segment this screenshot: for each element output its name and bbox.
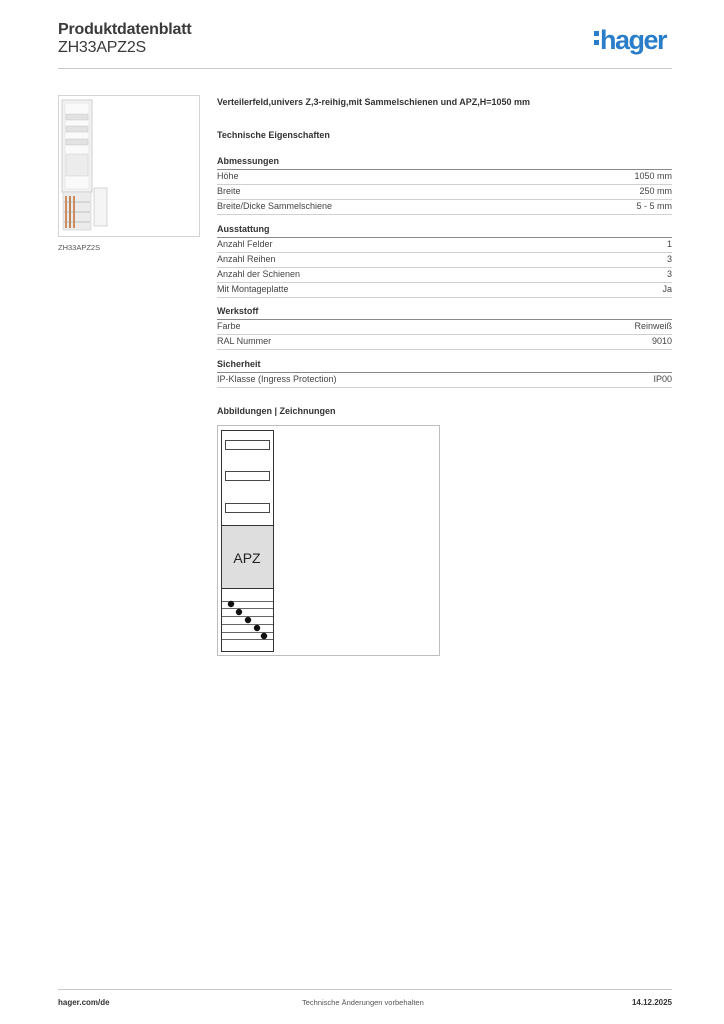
property-label: Breite	[217, 186, 241, 196]
terminal-dot	[228, 601, 234, 607]
group-material	[217, 306, 672, 350]
group-title: Ausstattung	[217, 224, 672, 238]
drawings-heading: Abbildungen | Zeichnungen	[217, 406, 336, 416]
group-title: Werkstoff	[217, 306, 672, 320]
property-value: IP00	[653, 374, 672, 384]
footer-website-link[interactable]: hager.com/de	[58, 998, 110, 1007]
property-value: 3	[666, 254, 672, 264]
logo-dots-icon	[594, 31, 599, 49]
apz-label: APZ	[233, 550, 261, 566]
property-row	[217, 373, 672, 388]
property-value: 250 mm	[639, 186, 672, 196]
property-row	[217, 268, 672, 283]
footer-note: Technische Änderungen vorbehalten	[302, 998, 424, 1007]
group-safety	[217, 359, 672, 388]
terminal-dot	[261, 633, 267, 639]
property-value: Reinweiß	[634, 321, 672, 331]
property-label: Höhe	[217, 171, 239, 181]
property-label: Anzahl der Schienen	[217, 269, 301, 279]
slot-3	[226, 504, 270, 513]
property-value: Ja	[662, 284, 672, 294]
property-label: Anzahl Felder	[217, 239, 273, 249]
property-label: Anzahl Reihen	[217, 254, 276, 264]
terminal-dot	[245, 617, 251, 623]
header-divider	[58, 68, 672, 69]
hager-logo	[594, 25, 666, 55]
product-description: Verteilerfeld,univers Z,3-reihig,mit Sammelschienen und APZ,H=1050 mm	[217, 97, 531, 107]
property-value: 9010	[651, 336, 672, 346]
group-equipment	[217, 224, 672, 298]
property-value: 5 - 5 mm	[636, 201, 672, 211]
property-value: 3	[666, 269, 672, 279]
terminal-dot	[236, 609, 242, 615]
property-label: Mit Montageplatte	[217, 284, 289, 294]
technical-drawing	[217, 425, 440, 656]
property-label: RAL Nummer	[217, 336, 272, 346]
property-value: 1050 mm	[634, 171, 672, 181]
logo-text: hager	[600, 25, 667, 55]
property-value: 1	[666, 239, 672, 249]
property-row	[217, 170, 672, 185]
page-title: Produktdatenblatt	[58, 21, 192, 38]
article-number: ZH33APZ2S	[58, 39, 147, 56]
property-label: Breite/Dicke Sammelschiene	[217, 201, 333, 211]
slot-2	[226, 472, 270, 481]
slot-1	[226, 441, 270, 450]
property-row	[217, 253, 672, 268]
property-row	[217, 320, 672, 335]
group-dimensions	[217, 156, 672, 215]
property-label: IP-Klasse (Ingress Protection)	[217, 374, 337, 384]
group-title: Sicherheit	[217, 359, 672, 373]
panel-schematic	[218, 426, 439, 655]
group-title: Abmessungen	[217, 156, 672, 170]
image-caption: ZH33APZ2S	[58, 243, 101, 252]
footer-divider	[58, 989, 672, 990]
property-row	[217, 200, 672, 215]
technical-properties-heading: Technische Eigenschaften	[217, 130, 330, 140]
property-row	[217, 335, 672, 350]
distribution-panel-photo	[59, 96, 199, 236]
property-row	[217, 283, 672, 298]
product-image	[58, 95, 200, 237]
property-label: Farbe	[217, 321, 241, 331]
property-row	[217, 238, 672, 253]
footer-date: 14.12.2025	[631, 998, 672, 1007]
terminal-dot	[254, 625, 260, 631]
property-row	[217, 185, 672, 200]
